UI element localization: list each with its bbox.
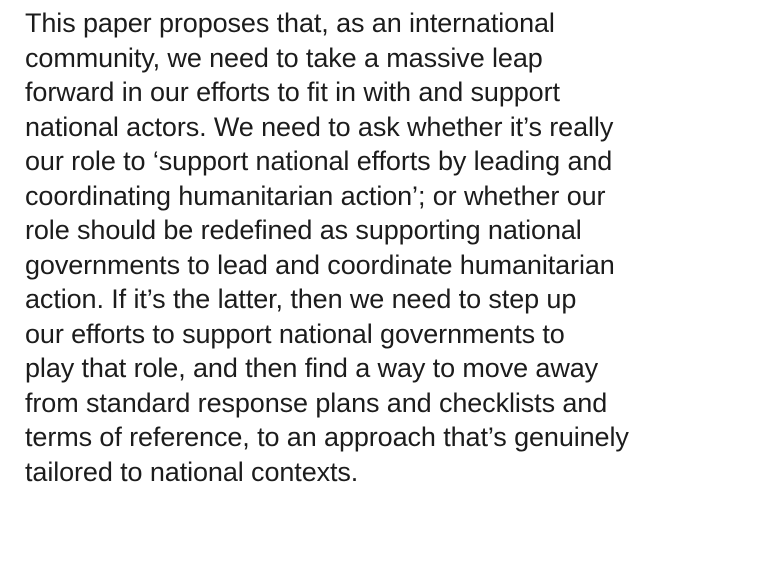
text-line-4: national actors. We need to ask whether it’s really bbox=[25, 111, 614, 142]
text-line-14: tailored to national contexts. bbox=[25, 456, 359, 487]
text-line-6: coordinating humanitarian action’; or whether our bbox=[25, 180, 606, 211]
text-line-13: terms of reference, to an approach that’s genuinely bbox=[25, 422, 629, 452]
body-paragraph bbox=[25, 6, 755, 489]
text-line-11: play that role, and then find a way to move away bbox=[25, 353, 599, 383]
text-line-1: This paper proposes that, as an international bbox=[25, 8, 555, 38]
text-line-8: governments to lead and coordinate humanitarian bbox=[25, 249, 615, 280]
text-line-10: our efforts to support national governments to bbox=[25, 318, 565, 349]
text-line-2: community, we need to take a massive leap bbox=[25, 42, 543, 73]
text-line-9: action. If it’s the latter, then we need to step up bbox=[25, 284, 577, 314]
text-line-3: forward in our efforts to fit in with and support bbox=[25, 77, 560, 107]
text-line-7: role should be redefined as supporting national bbox=[25, 215, 582, 245]
text-line-12: from standard response plans and checklists and bbox=[25, 387, 608, 418]
text-line-5: our role to ‘support national efforts by leading and bbox=[25, 146, 613, 176]
